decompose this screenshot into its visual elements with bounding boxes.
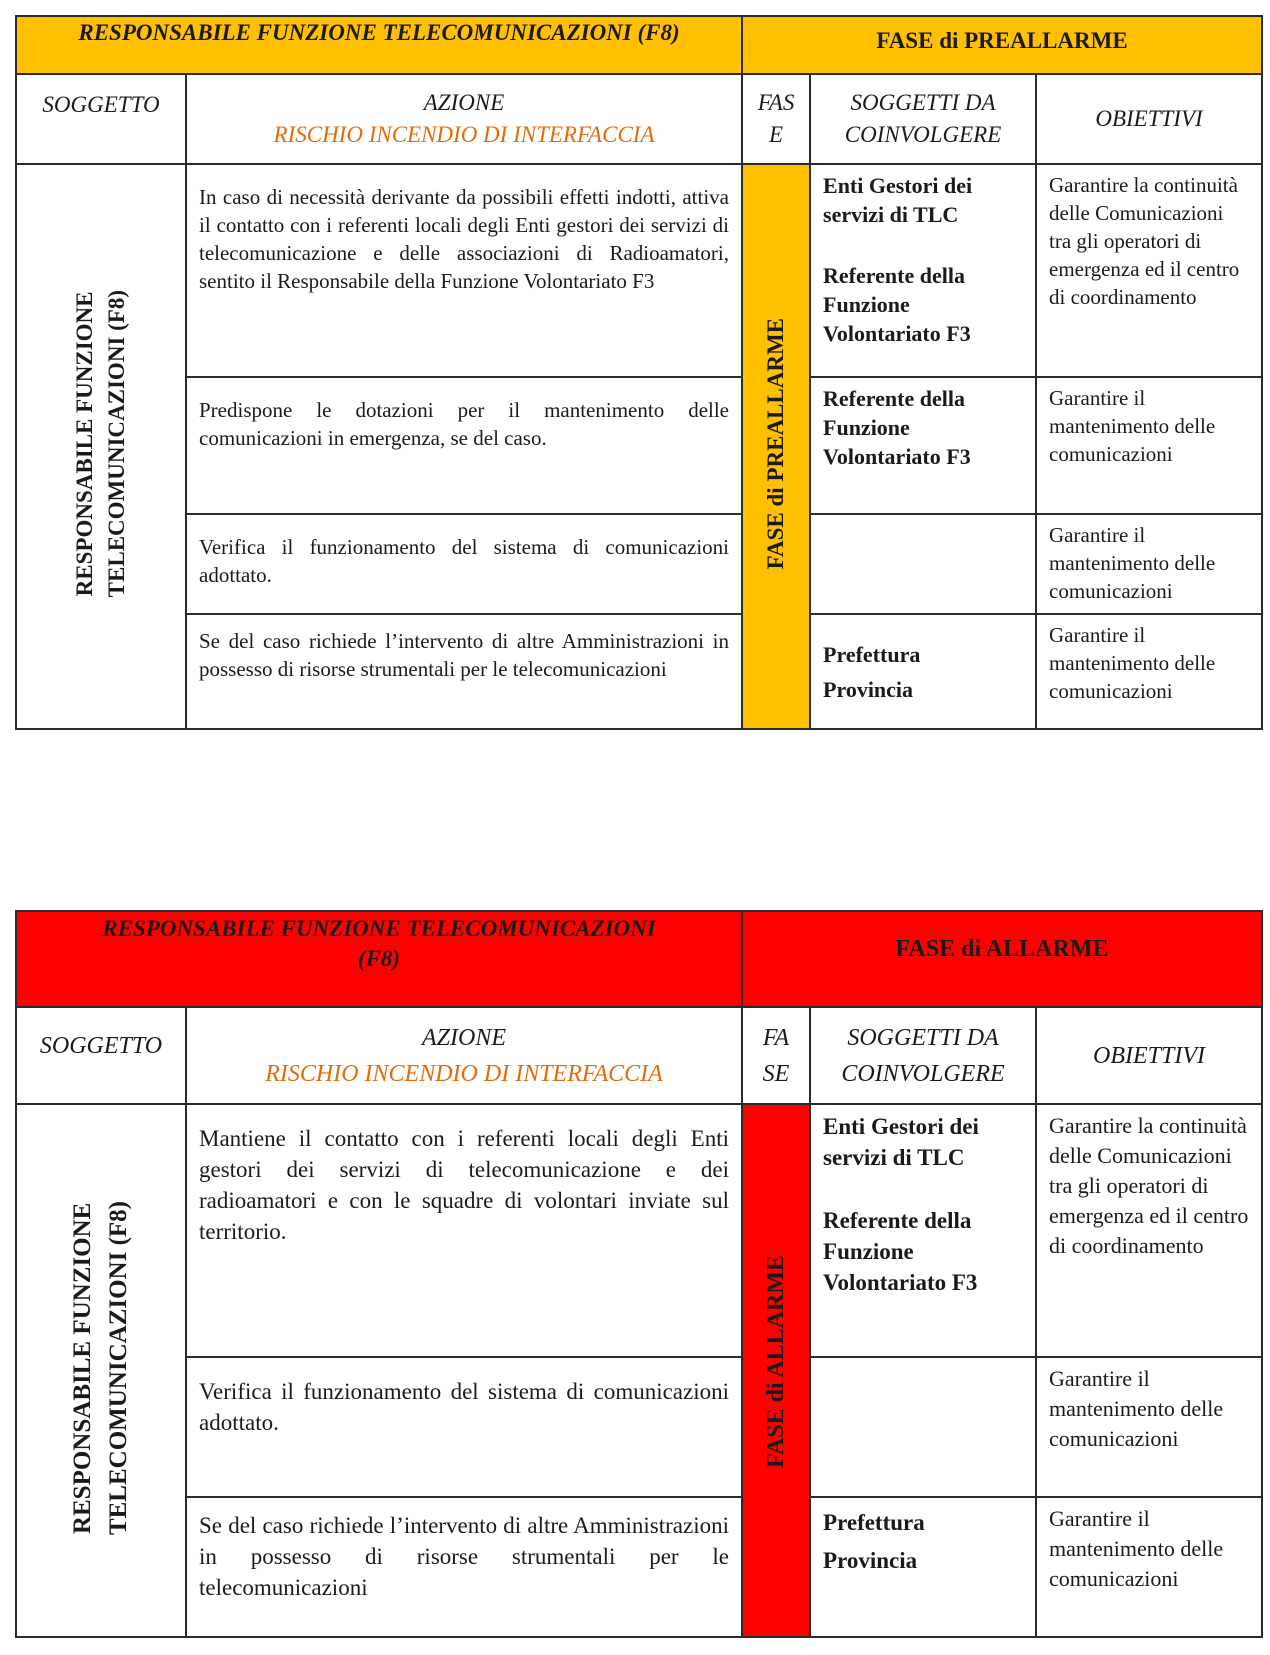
goal-cell: Garantire il mantenimento delle comunicazioni <box>1036 377 1262 514</box>
col-obiettivi: OBIETTIVI <box>1036 74 1262 164</box>
goal-cell: Garantire il mantenimento delle comunicazioni <box>1036 1497 1262 1637</box>
subjects-cell: Referente della Funzione Volontariato F3 <box>810 377 1036 514</box>
action-cell: Se del caso richiede l’intervento di altre Amministrazioni in possesso di risorse strumentali per le telecomunicazioni <box>186 614 742 729</box>
subject-cell <box>16 1104 186 1637</box>
col-azione: AZIONE RISCHIO INCENDIO DI INTERFACCIA <box>186 74 742 164</box>
col-azione: AZIONE RISCHIO INCENDIO DI INTERFACCIA <box>186 1007 742 1104</box>
phase-cell <box>742 164 810 729</box>
action-cell: In caso di necessità derivante da possibili effetti indotti, attiva il contatto con i referenti locali degli Enti gestori dei servizi di telecomunicazione e delle associazioni di Radioamatori, sentito il Responsabile della Funzione Volontariato F3 <box>186 164 742 377</box>
preallarme-table <box>15 15 1263 730</box>
col-soggetto: SOGGETTO <box>16 74 186 164</box>
rischio-label: RISCHIO INCENDIO DI INTERFACCIA <box>273 122 655 147</box>
phase-label: FASE di PREALLARME <box>763 318 789 570</box>
subject-cell <box>16 164 186 729</box>
goal-cell: Garantire la continuità delle Comunicazioni tra gli operatori di emergenza ed il centro di coordinamento <box>1036 164 1262 377</box>
header-fase: FASE di ALLARME <box>742 911 1262 1007</box>
subject-label: RESPONSABILE FUNZIONE TELECOMUNICAZIONI (F8) <box>72 290 129 598</box>
allarme-table <box>15 910 1263 1638</box>
action-cell: Mantiene il contatto con i referenti locali degli Enti gestori dei servizi di telecomunicazione e dei radioamatori e con le squadre di volontari inviate sul territorio. <box>186 1104 742 1357</box>
subjects-cell: Prefettura Provincia <box>810 614 1036 729</box>
col-soggetti: SOGGETTI DA COINVOLGERE <box>810 74 1036 164</box>
col-obiettivi: OBIETTIVI <box>1036 1007 1262 1104</box>
header-responsabile: RESPONSABILE FUNZIONE TELECOMUNICAZIONI (F8) <box>16 16 742 74</box>
goal-cell: Garantire il mantenimento delle comunicazioni <box>1036 1357 1262 1497</box>
goal-cell: Garantire la continuità delle Comunicazioni tra gli operatori di emergenza ed il centro di coordinamento <box>1036 1104 1262 1357</box>
subjects-cell: Enti Gestori dei servizi di TLC Referente della Funzione Volontariato F3 <box>810 1104 1036 1357</box>
action-cell: Verifica il funzionamento del sistema di comunicazioni adottato. <box>186 514 742 614</box>
action-cell: Se del caso richiede l’intervento di altre Amministrazioni in possesso di risorse strumentali per le telecomunicazioni <box>186 1497 742 1637</box>
col-soggetti: SOGGETTI DA COINVOLGERE <box>810 1007 1036 1104</box>
rischio-label: RISCHIO INCENDIO DI INTERFACCIA <box>265 1060 663 1087</box>
goal-cell: Garantire il mantenimento delle comunicazioni <box>1036 614 1262 729</box>
subjects-cell: Prefettura Provincia <box>810 1497 1036 1637</box>
phase-label: FASE di ALLARME <box>763 1255 790 1468</box>
subjects-cell: Enti Gestori dei servizi di TLC Referente della Funzione Volontariato F3 <box>810 164 1036 377</box>
action-cell: Verifica il funzionamento del sistema di comunicazioni adottato. <box>186 1357 742 1497</box>
col-fase: FAS E <box>742 74 810 164</box>
subjects-cell <box>810 514 1036 614</box>
subjects-cell <box>810 1357 1036 1497</box>
header-fase: FASE di PREALLARME <box>742 16 1262 74</box>
col-fase: FA SE <box>742 1007 810 1104</box>
phase-cell <box>742 1104 810 1637</box>
goal-cell: Garantire il mantenimento delle comunicazioni <box>1036 514 1262 614</box>
action-cell: Predispone le dotazioni per il mantenimento delle comunicazioni in emergenza, se del caso. <box>186 377 742 514</box>
subject-label: RESPONSABILE FUNZIONE TELECOMUNICAZIONI (F8) <box>69 1200 132 1536</box>
header-responsabile: RESPONSABILE FUNZIONE TELECOMUNICAZIONI (F8) <box>16 911 742 1007</box>
col-soggetto: SOGGETTO <box>16 1007 186 1104</box>
